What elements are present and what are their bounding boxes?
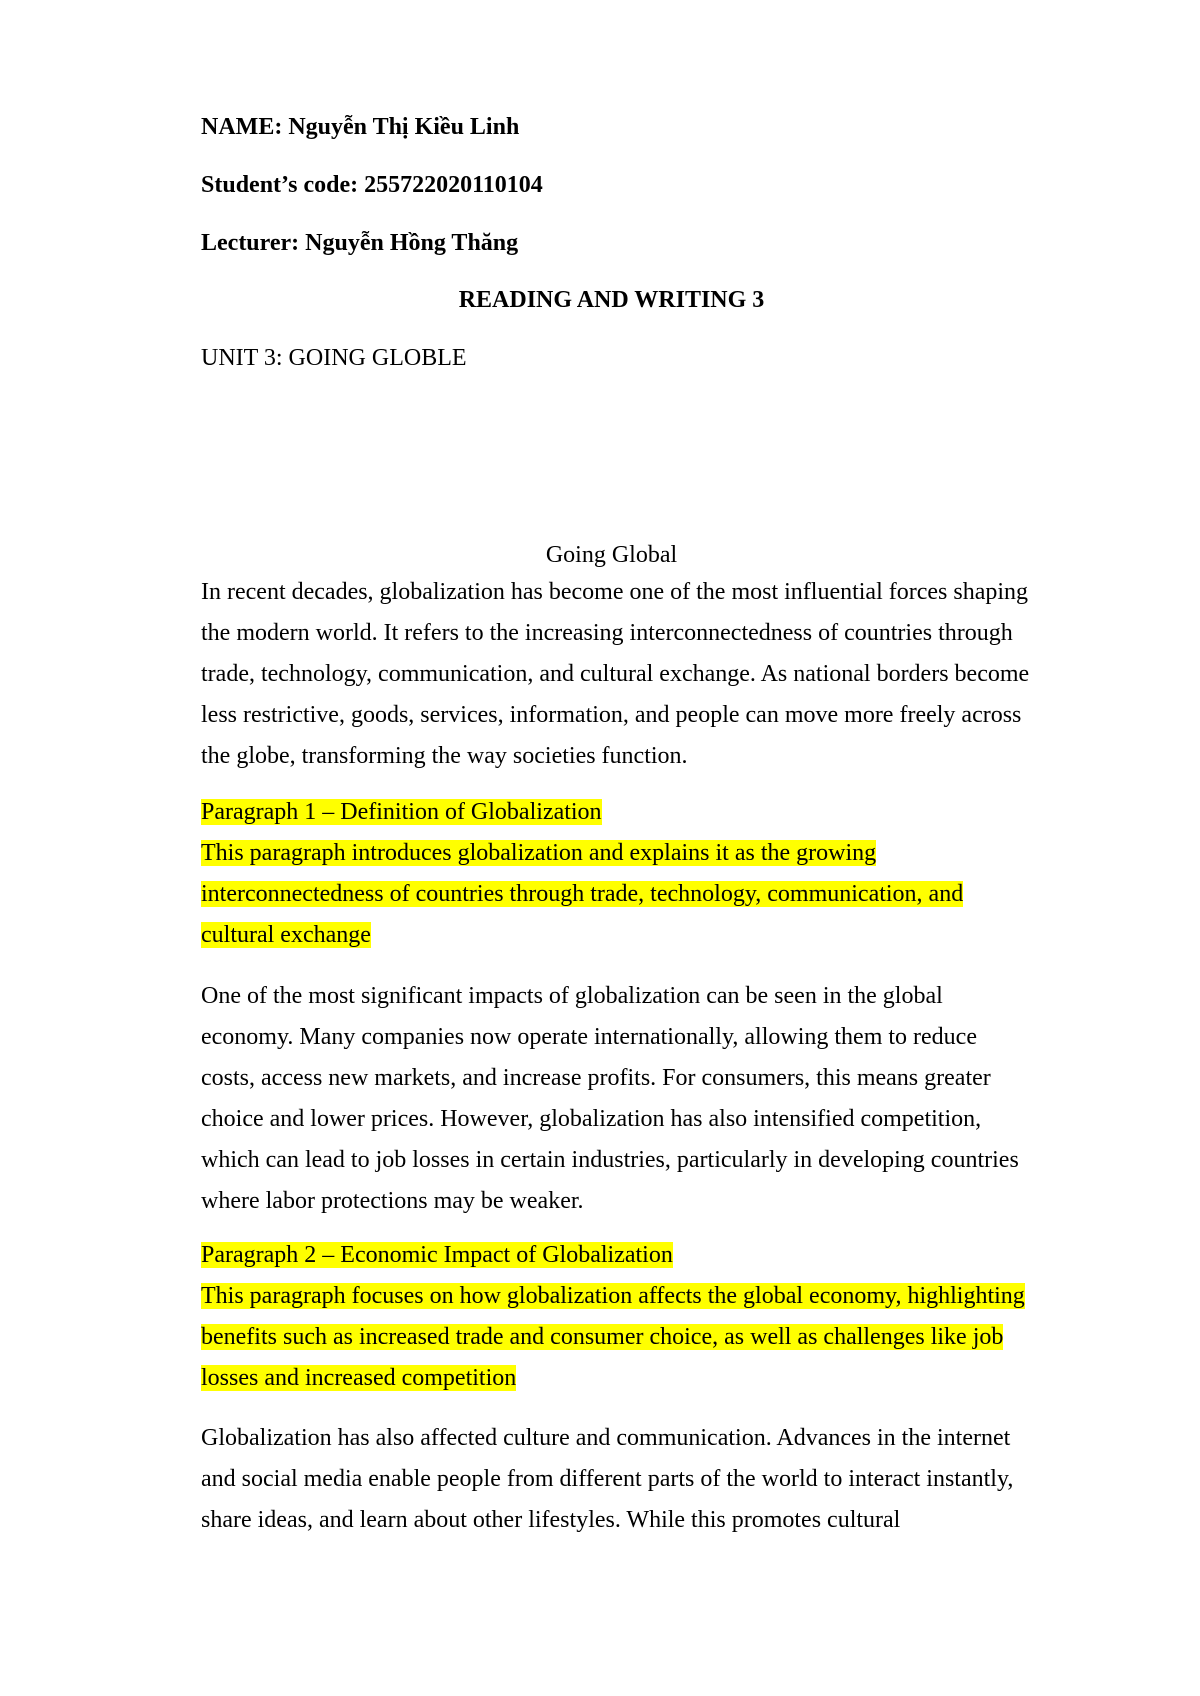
economy-line: economy. Many companies now operate internationally, allowing them to reduce: [201, 1024, 977, 1050]
intro-line: the modern world. It refers to the increasing interconnectedness of countries through: [201, 620, 1013, 646]
paragraph-2-note: [201, 1235, 1101, 1399]
paragraph-2-summary-line: benefits such as increased trade and consumer choice, as well as challenges like job: [201, 1324, 1004, 1350]
economy-line: where labor protections may be weaker.: [201, 1188, 584, 1214]
culture-line: share ideas, and learn about other lifestyles. While this promotes cultural: [201, 1507, 901, 1533]
paragraph-2-summary-line: This paragraph focuses on how globalization affects the global economy, highlighting: [201, 1283, 1025, 1309]
economy-line: One of the most significant impacts of globalization can be seen in the global: [201, 983, 943, 1009]
economy-line: which can lead to job losses in certain industries, particularly in developing countries: [201, 1147, 1019, 1173]
intro-line: trade, technology, communication, and cultural exchange. As national borders become: [201, 661, 1030, 687]
lecturer: Lecturer: Nguyễn Hồng Thăng: [201, 230, 519, 256]
intro-line: less restrictive, goods, services, information, and people can move more freely across: [201, 702, 1022, 728]
paragraph-1-summary-line: This paragraph introduces globalization and explains it as the growing: [201, 840, 877, 866]
paragraph-2-summary-line: losses and increased competition: [201, 1365, 517, 1391]
student-name: NAME: Nguyễn Thị Kiều Linh: [201, 114, 520, 140]
paragraph-1-note: [201, 792, 1101, 956]
paragraph-1-summary-line: cultural exchange: [201, 922, 371, 948]
paragraph-2-heading: Paragraph 2 – Economic Impact of Globalization: [201, 1242, 673, 1268]
paragraph-1-summary-line: interconnectedness of countries through trade, technology, communication, and: [201, 881, 964, 907]
culture-line: Globalization has also affected culture and communication. Advances in the internet: [201, 1425, 1011, 1451]
culture-paragraph: [201, 1418, 1101, 1541]
economy-line: choice and lower prices. However, globalization has also intensified competition,: [201, 1106, 982, 1132]
economy-line: costs, access new markets, and increase profits. For consumers, this means greater: [201, 1065, 991, 1091]
intro-line: In recent decades, globalization has become one of the most influential forces shaping: [201, 579, 1029, 605]
unit-title: UNIT 3: GOING GLOBLE: [201, 345, 467, 371]
course-title: READING AND WRITING 3: [458, 287, 765, 313]
essay-title: Going Global: [545, 542, 678, 568]
economy-paragraph: [201, 976, 1101, 1222]
paragraph-1-heading: Paragraph 1 – Definition of Globalization: [201, 799, 602, 825]
intro-line: the globe, transforming the way societies function.: [201, 743, 688, 769]
intro-paragraph: [201, 572, 1101, 777]
student-code: Student’s code: 255722020110104: [201, 172, 543, 198]
culture-line: and social media enable people from different parts of the world to interact instantly,: [201, 1466, 1014, 1492]
